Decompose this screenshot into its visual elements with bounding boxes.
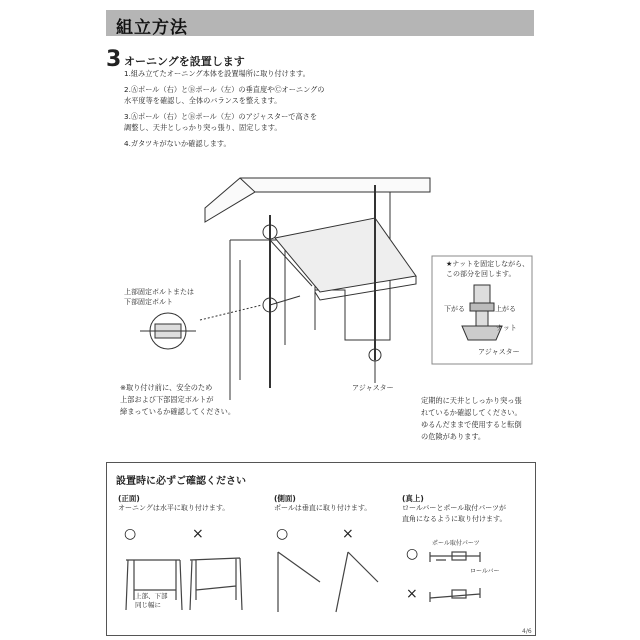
nut-label: ナット bbox=[496, 324, 517, 332]
side-text: ポールは垂直に取り付けます。 bbox=[274, 504, 372, 512]
up-label: 上がる bbox=[495, 305, 516, 313]
instruction-2: 2.Ⓐポール（右）とⒷポール（左）の垂直度やⒸオーニングの 水平度等を確認し、全体のバランスを整えます。 bbox=[124, 85, 325, 105]
top-text: ロールバーとポール取付パーツが 直角になるように取り付けます。 bbox=[402, 504, 507, 523]
front-ok-mark: ○ bbox=[124, 526, 137, 542]
side-ng-mark: × bbox=[342, 526, 354, 542]
confirmation-box bbox=[106, 462, 536, 636]
adjuster-label: アジャスター bbox=[352, 384, 394, 392]
section-title: 組立方法 bbox=[116, 18, 188, 38]
front-ng-mark: × bbox=[192, 526, 204, 542]
adjuster-detail-label: アジャスター bbox=[478, 348, 520, 356]
adjuster-note-label: ★ナットを固定しながら、 この部分を回します。 bbox=[446, 260, 530, 278]
top-ng-mark: × bbox=[406, 586, 418, 602]
instruction-1: 1.組み立てたオーニング本体を設置場所に取り付けます。 bbox=[124, 69, 310, 78]
bolt-callout-label: 上部固定ボルトまたは 下部固定ボルト bbox=[124, 288, 194, 306]
top-ok-mark: ○ bbox=[406, 546, 419, 562]
front-heading: (正面) bbox=[118, 494, 140, 503]
safety-note: ※取り付け前に、安全のため 上部および下部固定ボルトが 締まっているか確認してください。 bbox=[120, 383, 236, 416]
top-heading: (真上) bbox=[402, 494, 424, 503]
confirmation-title: 設置時に必ずご確認ください bbox=[116, 476, 246, 487]
side-heading: (側面) bbox=[274, 494, 296, 503]
instruction-3: 3.Ⓐポール（右）とⒷポール（左）のアジャスターで高さを 調整し、天井としっかり突っ張り、固定します。 bbox=[124, 112, 318, 132]
step-title: オーニングを設置します bbox=[124, 55, 245, 68]
step-number: 3 bbox=[106, 47, 122, 72]
front-caption: 上部、下部 同じ幅に bbox=[135, 592, 168, 609]
periodic-check-note: 定期的に天井としっかり突っ張 れているか確認してください。 ゆるんだままで使用すると転倒 の危険があります。 bbox=[421, 396, 522, 441]
front-text: オーニングは水平に取り付けます。 bbox=[118, 504, 230, 512]
page-number: 4/6 bbox=[522, 628, 532, 635]
down-label: 下がる bbox=[444, 305, 465, 313]
side-ok-mark: ○ bbox=[276, 526, 289, 542]
rollbar-label: ロールバー bbox=[470, 568, 500, 575]
instruction-4: 4.ガタツキがないか確認します。 bbox=[124, 139, 231, 148]
pole-part-label: ポール取付パーツ bbox=[432, 540, 480, 547]
